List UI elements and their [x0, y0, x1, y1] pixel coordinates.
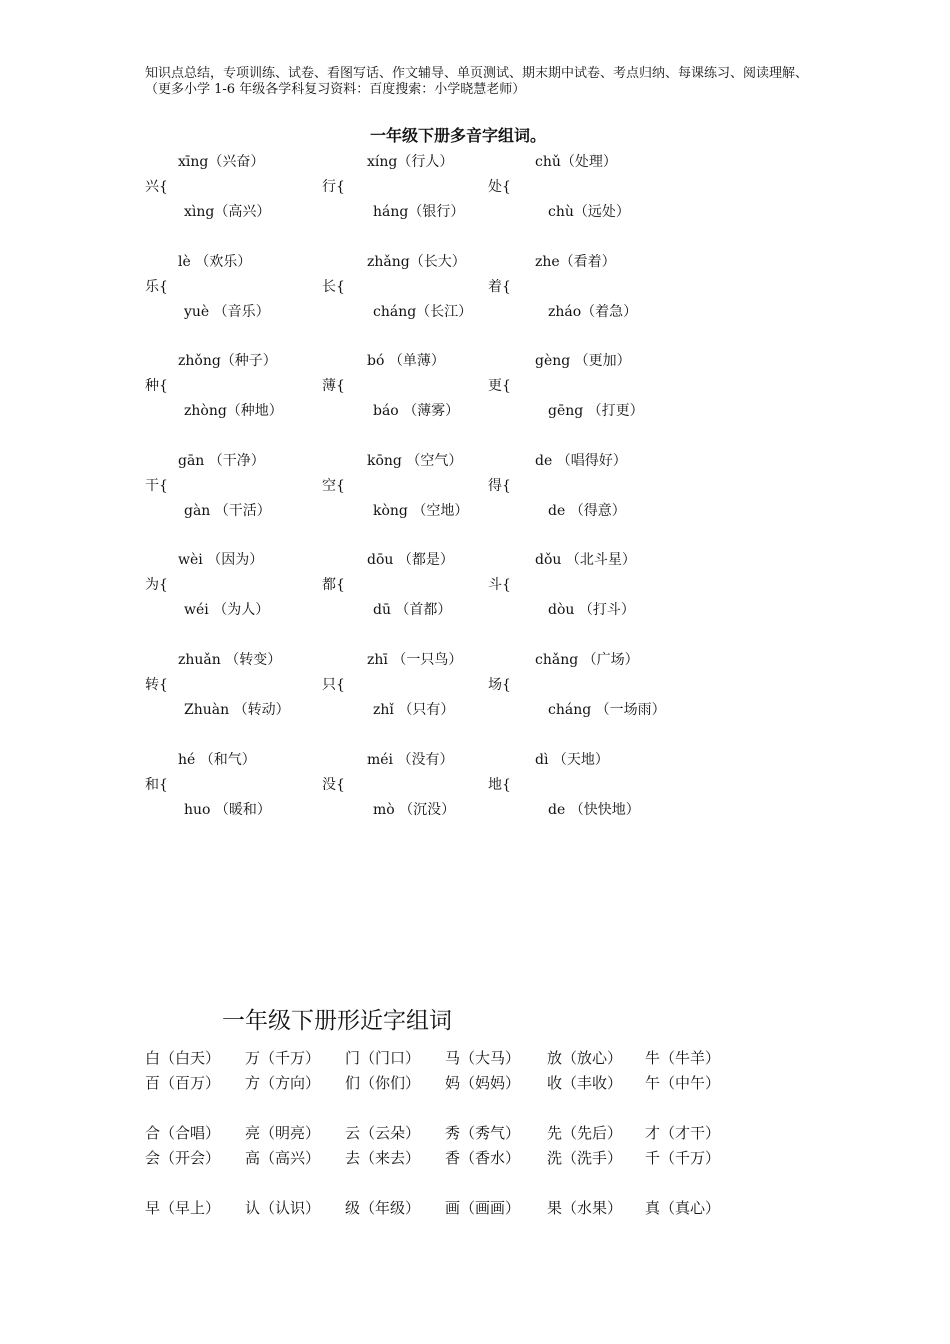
polyphone-char: 兴{ [145, 179, 168, 195]
similar-char-word: 马（大马） [445, 1049, 521, 1067]
pinyin-reading-bottom: huo （暖和） [184, 802, 271, 818]
pinyin-reading-top: zhe（看着） [535, 254, 616, 270]
pinyin-reading-bottom: yuè （音乐） [184, 304, 270, 320]
similar-char-word: 早（早上） [145, 1199, 221, 1217]
pinyin-reading-top: gān （干净） [178, 453, 265, 469]
polyphone-char: 都{ [322, 577, 345, 593]
pinyin-reading-top: zhī （一只鸟） [367, 652, 463, 668]
pinyin-reading-bottom: zháo（着急） [548, 304, 638, 320]
pinyin-reading-top: bó （单薄） [367, 353, 445, 369]
similar-char-word: 级（年级） [345, 1199, 421, 1217]
polyphone-char: 处{ [488, 179, 511, 195]
similar-char-word: 白（白天） [145, 1049, 221, 1067]
polyphone-char: 为{ [145, 577, 168, 593]
similar-char-word: 千（千万） [645, 1149, 721, 1167]
pinyin-reading-top: xíng（行人） [367, 154, 454, 170]
pinyin-reading-bottom: chù（远处） [548, 204, 630, 220]
pinyin-reading-bottom: cháng（长江） [373, 304, 473, 320]
polyphone-char: 干{ [145, 478, 168, 494]
pinyin-reading-bottom: de （快快地） [548, 802, 640, 818]
pinyin-reading-top: méi （没有） [367, 752, 454, 768]
similar-char-word: 们（你们） [345, 1074, 421, 1092]
similar-char-word: 洗（洗手） [547, 1149, 623, 1167]
pinyin-reading-bottom: dū （首都） [373, 602, 452, 618]
similar-char-word: 方（方向） [245, 1074, 321, 1092]
header-note: 知识点总结，专项训练、试卷、看图写话、作文辅导、单页测试、期末期中试卷、考点归纳、每课练习、阅读理解、（更多小学 1-6 年级各学科复习资料：百度搜索：小学晓慧老师） [145, 66, 809, 97]
similar-char-word: 放（放心） [547, 1049, 623, 1067]
pinyin-reading-bottom: gàn （干活） [184, 503, 271, 519]
pinyin-reading-top: de （唱得好） [535, 453, 627, 469]
similar-char-word: 亮（明亮） [245, 1124, 321, 1142]
similar-char-word: 先（先后） [547, 1124, 623, 1142]
pinyin-reading-top: zhǎng（长大） [367, 254, 466, 270]
similar-char-word: 画（画画） [445, 1199, 521, 1217]
pinyin-reading-bottom: háng（银行） [373, 204, 465, 220]
pinyin-reading-top: hé （和气） [178, 752, 256, 768]
similar-char-word: 高（高兴） [245, 1149, 321, 1167]
similar-char-word: 收（丰收） [547, 1074, 623, 1092]
pinyin-reading-top: xīng（兴奋） [178, 154, 265, 170]
polyphone-char: 没{ [322, 777, 345, 793]
similar-char-word: 认（认识） [245, 1199, 321, 1217]
polyphone-title: 一年级下册多音字组词。 [370, 126, 547, 145]
polyphone-char: 着{ [488, 279, 511, 295]
polyphone-char: 薄{ [322, 378, 345, 394]
similar-char-word: 去（来去） [345, 1149, 421, 1167]
polyphone-char: 转{ [145, 677, 168, 693]
pinyin-reading-top: dǒu （北斗星） [535, 552, 636, 568]
similar-char-word: 百（百万） [145, 1074, 221, 1092]
polyphone-char: 乐{ [145, 279, 168, 295]
polyphone-char: 种{ [145, 378, 168, 394]
similar-char-word: 牛（牛羊） [645, 1049, 721, 1067]
polyphone-char: 得{ [488, 478, 511, 494]
pinyin-reading-bottom: de （得意） [548, 503, 626, 519]
pinyin-reading-top: chǎng （广场） [535, 652, 639, 668]
similar-char-word: 午（中午） [645, 1074, 721, 1092]
similar-char-word: 会（开会） [145, 1149, 221, 1167]
pinyin-reading-bottom: Zhuàn （转动） [184, 702, 290, 718]
similar-chars-row [145, 1073, 765, 1093]
pinyin-reading-bottom: kòng （空地） [373, 503, 469, 519]
pinyin-reading-bottom: dòu （打斗） [548, 602, 635, 618]
similar-char-word: 果（水果） [547, 1199, 623, 1217]
pinyin-reading-bottom: cháng （一场雨） [548, 702, 666, 718]
similar-char-word: 合（合唱） [145, 1124, 221, 1142]
similar-char-word: 秀（秀气） [445, 1124, 521, 1142]
pinyin-reading-bottom: xìng（高兴） [184, 204, 271, 220]
similar-char-word: 万（千万） [245, 1049, 321, 1067]
similar-chars-row [145, 1123, 765, 1143]
polyphone-char: 空{ [322, 478, 345, 494]
similar-chars-row [145, 1148, 765, 1168]
pinyin-reading-top: kōng （空气） [367, 453, 463, 469]
polyphone-char: 只{ [322, 677, 345, 693]
similar-char-word: 云（云朵） [345, 1124, 421, 1142]
polyphone-char: 行{ [322, 179, 345, 195]
pinyin-reading-bottom: zhòng（种地） [184, 403, 283, 419]
similar-char-word: 门（门口） [345, 1049, 421, 1067]
polyphone-char: 长{ [322, 279, 345, 295]
pinyin-reading-bottom: wéi （为人） [184, 602, 270, 618]
pinyin-reading-top: gèng （更加） [535, 353, 631, 369]
pinyin-reading-top: wèi （因为） [178, 552, 264, 568]
similar-char-word: 才（才干） [645, 1124, 721, 1142]
pinyin-reading-bottom: báo （薄雾） [373, 403, 460, 419]
pinyin-reading-top: zhǒng（种子） [178, 353, 277, 369]
pinyin-reading-bottom: zhǐ （只有） [373, 702, 455, 718]
similar-char-word: 妈（妈妈） [445, 1074, 521, 1092]
pinyin-reading-top: zhuǎn （转变） [178, 652, 282, 668]
pinyin-reading-top: chǔ（处理） [535, 154, 617, 170]
similar-chars-row [145, 1048, 765, 1068]
similar-char-word: 香（香水） [445, 1149, 521, 1167]
polyphone-char: 场{ [488, 677, 511, 693]
pinyin-reading-bottom: mò （沉没） [373, 802, 456, 818]
similar-chars-row [145, 1198, 765, 1218]
pinyin-reading-top: lè （欢乐） [178, 254, 252, 270]
pinyin-reading-top: dì （天地） [535, 752, 609, 768]
polyphone-char: 更{ [488, 378, 511, 394]
similar-char-word: 真（真心） [645, 1199, 721, 1217]
polyphone-char: 斗{ [488, 577, 511, 593]
similar-chars-title: 一年级下册形近字组词 [222, 1008, 452, 1034]
pinyin-reading-top: dōu （都是） [367, 552, 454, 568]
polyphone-char: 地{ [488, 777, 511, 793]
pinyin-reading-bottom: gēng （打更） [548, 403, 644, 419]
polyphone-char: 和{ [145, 777, 168, 793]
